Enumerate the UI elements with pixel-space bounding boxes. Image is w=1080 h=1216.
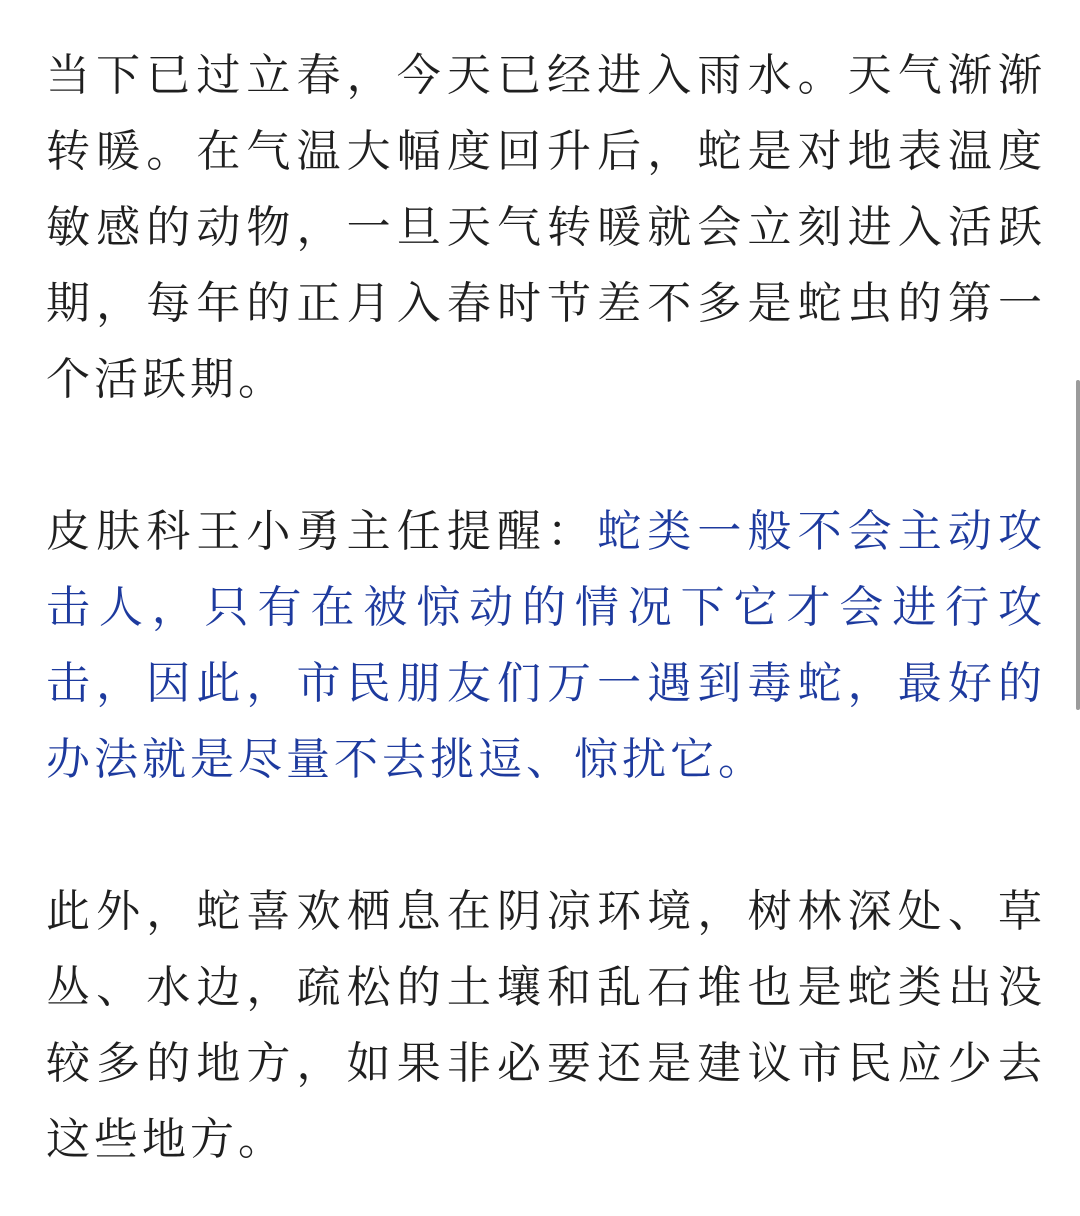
article-body	[46, 38, 1046, 1178]
scrollbar-thumb[interactable]	[1076, 380, 1080, 710]
reminder-highlight-text: 蛇类一般不会主动攻击人，只有在被惊动的情况下它才会进行攻击，因此，市民朋友们万一遇到毒蛇，最好的办法就是尽量不去挑逗、惊扰它。	[46, 506, 1047, 785]
paragraph-habitat: 此外，蛇喜欢栖息在阴凉环境，树林深处、草丛、水边，疏松的土壤和乱石堆也是蛇类出没较多的地方，如果非必要还是建议市民应少去这些地方。	[46, 886, 1046, 1165]
reminder-lead: 皮肤科王小勇主任提醒：	[46, 506, 598, 557]
paragraph-intro: 当下已过立春，今天已经进入雨水。天气渐渐转暖。在气温大幅度回升后，蛇是对地表温度敏感的动物，一旦天气转暖就会立刻进入活跃期，每年的正月入春时节差不多是蛇虫的第一个活跃期。	[46, 50, 1046, 405]
paragraph-doctor-reminder	[46, 494, 1046, 798]
